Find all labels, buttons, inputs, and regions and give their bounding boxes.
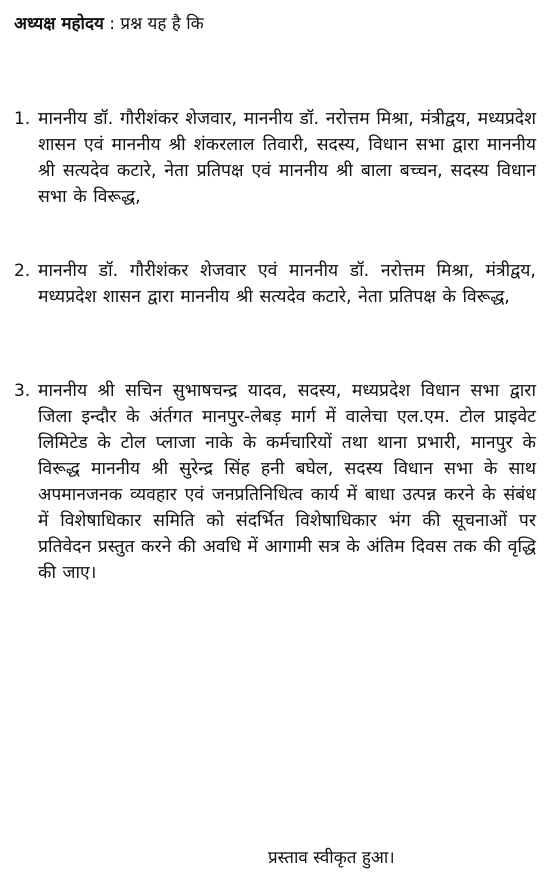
motion-heading [14, 12, 204, 36]
item-number: 3. [14, 381, 31, 401]
motion-item [14, 378, 536, 586]
motion-item [14, 106, 536, 210]
item-text: माननीय श्री सचिन सुभाषचन्द्र यादव, सदस्य, मध्यप्रदेश विधान सभा द्वारा जिला इन्दौर के अंर्तगत मानपुर-लेबड़ मार्ग में वालेचा एल.एम. टोल प्राइवेट लिमिटेड के टोल प्लाजा नाके के कर्मचारियों तथा थाना प्रभारी, मानपुर के विरूद्ध माननीय श्री सुरेन्द्र सिंह हनी बघेल, सदस्य विधान सभा के साथ अपमानजनक व्यवहार एवं जनप्रतिनिधित्व कार्य में बाधा उत्पन्न करने के संबंध में विशेषाधिकार समिति को संदर्भित विशेषाधिकार भंग की सूचनाओं पर प्रतिवेदन प्रस्तुत करने की अवधि में आगामी सत्र के अंतिम दिवस तक की वृद्धि की जाए। [38, 381, 536, 583]
item-text: माननीय डॉ. गौरीशंकर शेजवार एवं माननीय डॉ. नरोत्तम मिश्रा, मंत्रीद्वय, मध्यप्रदेश शासन द्वारा माननीय श्री सत्यदेव कटारे, नेता प्रतिपक्ष के विरूद्ध, [38, 261, 536, 307]
item-number: 1. [14, 109, 31, 129]
motion-item [14, 258, 536, 310]
motion-result: प्रस्ताव स्वीकृत हुआ। [268, 848, 395, 868]
heading-separator: : [109, 14, 115, 34]
item-number: 2. [14, 261, 31, 281]
question-text: प्रश्न यह है कि [120, 14, 204, 34]
item-text: माननीय डॉ. गौरीशंकर शेजवार, माननीय डॉ. नरोत्तम मिश्रा, मंत्रीद्वय, मध्यप्रदेश शासन एवं माननीय श्री शंकरलाल तिवारी, सदस्य, विधान सभा द्वारा माननीय श्री सत्यदेव कटारे, नेता प्रतिपक्ष एवं माननीय श्री बाला बच्चन, सदस्य विधान सभा के विरूद्ध, [38, 109, 536, 207]
speaker-label: अध्यक्ष महोदय [14, 14, 104, 34]
